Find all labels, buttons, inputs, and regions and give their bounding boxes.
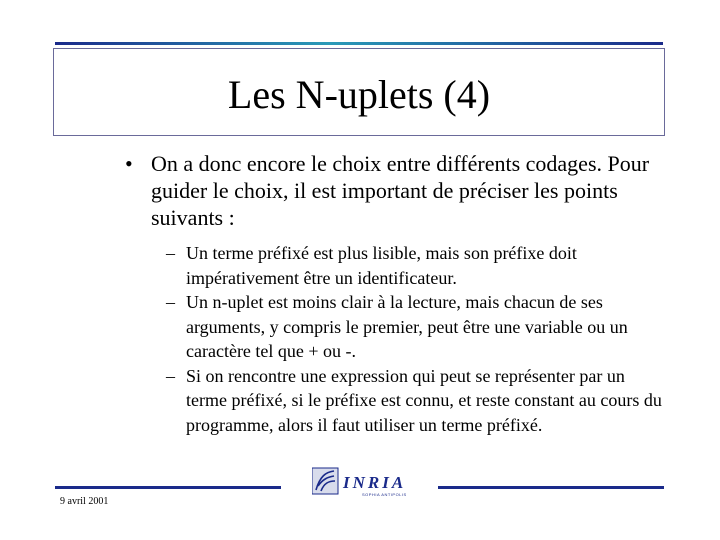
title-frame (53, 48, 665, 136)
bullet-text: On a donc encore le choix entre différents codages. Pour guider le choix, il est important de préciser les points suivants : (151, 151, 650, 230)
footer-divider-left (55, 486, 281, 489)
top-divider (55, 42, 663, 45)
bullet-marker: • (125, 151, 133, 176)
footer-divider-right (438, 486, 664, 489)
sub-bullet-list (166, 241, 666, 437)
logo-wordmark: INRIA (343, 473, 407, 492)
sub-bullet (166, 290, 666, 364)
sub-bullet-marker: – (166, 365, 175, 386)
slide-date: 9 avril 2001 (60, 496, 109, 507)
inria-logo (312, 466, 424, 498)
sub-bullet-marker: – (166, 243, 175, 263)
sub-bullet-text: Un n-uplet est moins clair à la lecture, mais chacun de ses arguments, y compris le premier, peut être une variable ou un caractère tel que + ou -. (186, 292, 628, 361)
sub-bullet (166, 364, 666, 438)
slide-title: Les N-uplets (4) (227, 72, 491, 117)
sub-bullet-text: Si on rencontre une expression qui peut se représenter par un terme préfixé, si le préfixe est connu, et reste constant au cours du programme, alors il faut utiliser un terme préfixé. (186, 365, 662, 435)
main-bullet (125, 150, 665, 231)
logo-subtitle: SOPHIA ANTIPOLIS (362, 492, 407, 497)
sub-bullet-marker: – (166, 292, 175, 312)
sub-bullet-text: Un terme préfixé est plus lisible, mais son préfixe doit impérativement être un identificateur. (186, 243, 577, 288)
sub-bullet (166, 241, 666, 290)
